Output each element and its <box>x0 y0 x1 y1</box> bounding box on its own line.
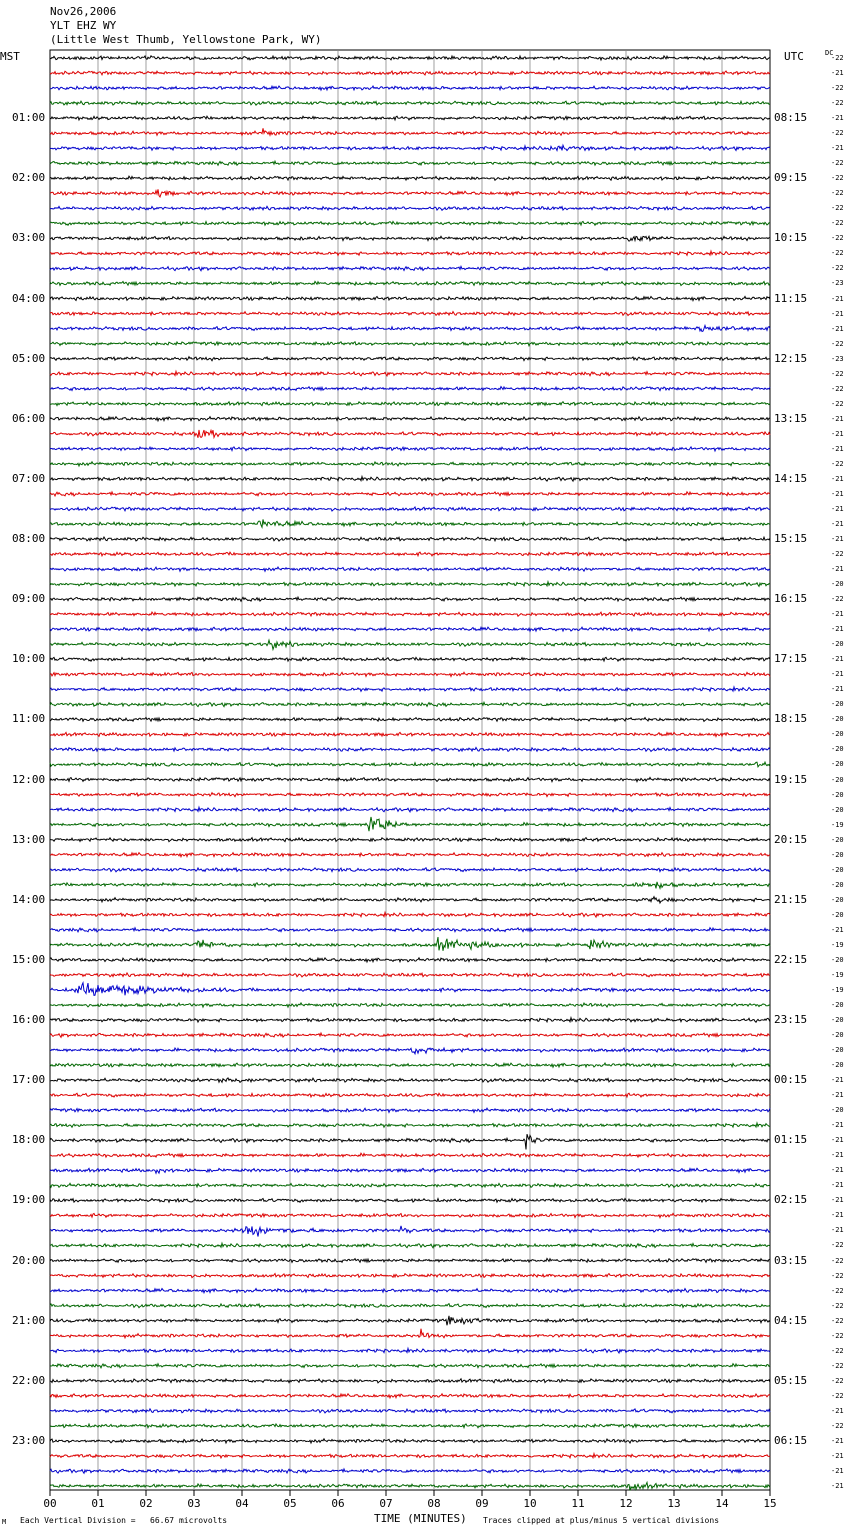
trace-line <box>50 1033 770 1037</box>
left-hour-label: 11:00 <box>12 712 46 726</box>
trace-line <box>50 1379 770 1383</box>
dc-offset-value: -21 <box>831 489 844 498</box>
dc-offset-value: -21 <box>831 294 844 303</box>
trace-line <box>50 1329 770 1338</box>
right-hour-label: 08:15 <box>774 111 808 125</box>
dc-offset-value: -22 <box>831 219 844 228</box>
dc-offset-value: -20 <box>831 730 844 739</box>
right-hour-label: 10:15 <box>774 231 808 245</box>
dc-offset-value: -22 <box>831 1391 844 1400</box>
left-hour-label: 14:00 <box>12 892 46 906</box>
trace-line <box>50 357 770 361</box>
left-hour-label: 23:00 <box>12 1433 46 1447</box>
trace-line <box>50 913 770 918</box>
x-tick-label: 12 <box>619 1497 633 1510</box>
dc-offset-value: -22 <box>831 234 844 243</box>
x-tick-label: 02 <box>139 1497 153 1510</box>
right-hour-label: 03:15 <box>774 1253 808 1267</box>
dc-offset-value: -22 <box>831 339 844 348</box>
trace-line <box>50 687 770 691</box>
trace-line <box>50 627 770 631</box>
left-hour-label: 15:00 <box>12 952 46 966</box>
trace-line <box>50 101 770 105</box>
right-hour-label: 22:15 <box>774 952 808 966</box>
trace-line <box>50 266 770 270</box>
dc-label: DC <box>825 49 834 57</box>
trace-line <box>50 807 770 812</box>
dc-offset-value: -20 <box>831 775 844 784</box>
dc-offset-value: -22 <box>831 1346 844 1355</box>
dc-offset-value: -22 <box>831 189 844 198</box>
right-hour-label: 09:15 <box>774 171 808 185</box>
trace-line <box>50 462 770 466</box>
trace-line <box>50 838 770 842</box>
trace-line <box>50 402 770 406</box>
trace-line <box>50 640 770 649</box>
dc-offset-value: -21 <box>831 429 844 438</box>
dc-offset-value: -21 <box>831 1091 844 1100</box>
trace-line <box>50 251 770 255</box>
dc-offset-value: -22 <box>831 369 844 378</box>
dc-offset-value: -21 <box>831 69 844 78</box>
trace-line <box>50 221 770 225</box>
trace-line <box>50 116 770 120</box>
trace-line <box>50 176 770 180</box>
trace-line <box>50 1093 770 1097</box>
trace-line <box>50 477 770 482</box>
dc-offset-value: -20 <box>831 805 844 814</box>
dc-offset-value: -20 <box>831 955 844 964</box>
dc-offset-value: -21 <box>831 1451 844 1460</box>
trace-line <box>50 1454 770 1458</box>
left-hour-label: 07:00 <box>12 471 46 485</box>
x-tick-label: 10 <box>523 1497 537 1510</box>
dc-offset-value: -21 <box>831 1466 844 1475</box>
x-axis-title: TIME (MINUTES) <box>374 1512 467 1525</box>
left-hour-label: 05:00 <box>12 351 46 365</box>
trace-line <box>50 1183 770 1187</box>
trace-line <box>50 1003 770 1007</box>
dc-offset-value: -21 <box>831 1166 844 1175</box>
right-hour-label: 01:15 <box>774 1133 808 1147</box>
trace-line <box>50 1226 770 1237</box>
trace-line <box>50 1153 770 1157</box>
dc-offset-value: -22 <box>831 1241 844 1250</box>
left-hour-label: 01:00 <box>12 111 46 125</box>
trace-line <box>50 1394 770 1398</box>
left-hour-label: 06:00 <box>12 411 46 425</box>
trace-line <box>50 236 770 241</box>
trace-line <box>50 1213 770 1217</box>
left-hour-label: 21:00 <box>12 1313 46 1327</box>
dc-offset-value: -20 <box>831 1061 844 1070</box>
dc-offset-value: -21 <box>831 1211 844 1220</box>
trace-line <box>50 492 770 496</box>
dc-offset-value: -20 <box>831 745 844 754</box>
trace-line <box>50 537 770 541</box>
station-code: YLT EHZ WY <box>50 19 117 32</box>
x-tick-label: 13 <box>667 1497 681 1510</box>
dc-offset-value: -21 <box>831 1136 844 1145</box>
dc-offset-value: -21 <box>831 519 844 528</box>
trace-line <box>50 1274 770 1278</box>
dc-offset-value: -22 <box>831 1256 844 1265</box>
x-tick-label: 15 <box>763 1497 777 1510</box>
dc-offset-value: -21 <box>831 1196 844 1205</box>
dc-offset-value: -20 <box>831 1016 844 1025</box>
trace-line <box>50 1063 770 1067</box>
dc-offset-value: -22 <box>831 384 844 393</box>
x-tick-label: 14 <box>715 1497 729 1510</box>
trace-line <box>50 1048 770 1054</box>
right-hour-label: 16:15 <box>774 592 808 606</box>
trace-line <box>50 1364 770 1368</box>
trace-line <box>50 1134 770 1149</box>
trace-line <box>50 732 770 736</box>
trace-line <box>50 1168 770 1173</box>
trace-line <box>50 973 770 977</box>
dc-offset-value: -22 <box>831 459 844 468</box>
dc-offset-value: -20 <box>831 835 844 844</box>
trace-line <box>50 793 770 797</box>
dc-offset-value: -21 <box>831 1151 844 1160</box>
trace-line <box>50 1304 770 1308</box>
trace-line <box>50 552 770 556</box>
x-tick-label: 03 <box>187 1497 201 1510</box>
trace-line <box>50 983 770 996</box>
trace-line <box>50 1482 770 1490</box>
dc-offset-value: -21 <box>831 1076 844 1085</box>
trace-line <box>50 325 770 331</box>
left-timezone-label: MST <box>0 50 20 63</box>
left-hour-label: 12:00 <box>12 772 46 786</box>
right-hour-label: 15:15 <box>774 532 808 545</box>
trace-line <box>50 507 770 511</box>
left-hour-label: 03:00 <box>12 231 46 245</box>
right-timezone-label: UTC <box>784 50 804 63</box>
trace-line <box>50 71 770 75</box>
dc-offset-value: -22 <box>831 1421 844 1430</box>
trace-line <box>50 1424 770 1428</box>
dc-offset-value: -20 <box>831 1031 844 1040</box>
x-tick-label: 01 <box>91 1497 105 1510</box>
dc-offset-value: -22 <box>831 1361 844 1370</box>
dc-offset-value: -21 <box>831 1436 844 1445</box>
dc-offset-value: -22 <box>831 99 844 108</box>
right-hour-label: 18:15 <box>774 712 808 726</box>
dc-offset-value: -20 <box>831 1106 844 1115</box>
trace-line <box>50 717 770 721</box>
dc-offset-value: -21 <box>831 610 844 619</box>
record-date: Nov26,2006 <box>50 5 117 18</box>
dc-offset-value: -21 <box>831 655 844 664</box>
trace-line <box>50 1243 770 1248</box>
trace-line <box>50 296 770 300</box>
right-hour-label: 12:15 <box>774 351 808 365</box>
left-hour-label: 13:00 <box>12 832 46 846</box>
x-tick-label: 04 <box>235 1497 249 1510</box>
trace-line <box>50 762 770 767</box>
dc-offset-value: -21 <box>831 324 844 333</box>
trace-line <box>50 387 770 391</box>
right-hour-label: 04:15 <box>774 1313 808 1327</box>
dc-offset-value: -22 <box>831 1286 844 1295</box>
trace-line <box>50 1289 770 1293</box>
trace-line <box>50 672 770 676</box>
dc-offset-value: -20 <box>831 760 844 769</box>
x-tick-label: 00 <box>43 1497 57 1510</box>
dc-offset-value: -20 <box>831 790 844 799</box>
corner-mark: M <box>2 1518 7 1526</box>
right-hour-label: 00:15 <box>774 1073 808 1087</box>
right-hour-label: 17:15 <box>774 652 808 666</box>
left-hour-label: 22:00 <box>12 1373 46 1387</box>
left-hour-label: 10:00 <box>12 652 46 666</box>
trace-line <box>50 868 770 872</box>
right-hour-label: 06:15 <box>774 1433 808 1447</box>
trace-line <box>50 882 770 889</box>
trace-line <box>50 937 770 951</box>
dc-offset-value: -20 <box>831 1000 844 1009</box>
dc-offset-value: -21 <box>831 504 844 513</box>
trace-line <box>50 161 770 165</box>
dc-offset-value: -23 <box>831 354 844 363</box>
dc-offset-value: -22 <box>831 595 844 604</box>
trace-line <box>50 582 770 587</box>
trace-line <box>50 1123 770 1127</box>
dc-offset-value: -21 <box>831 414 844 423</box>
trace-line <box>50 56 770 60</box>
trace-line <box>50 1258 770 1262</box>
trace-line <box>50 371 770 376</box>
dc-offset-value: -21 <box>831 535 844 543</box>
trace-line <box>50 1018 770 1022</box>
left-hour-label: 16:00 <box>12 1013 46 1027</box>
dc-offset-value: -23 <box>831 279 844 288</box>
trace-line <box>50 417 770 421</box>
trace-line <box>50 189 770 197</box>
dc-offset-value: -21 <box>831 925 844 934</box>
dc-offset-value: -21 <box>831 444 844 453</box>
dc-offset-value: -21 <box>831 625 844 634</box>
trace-line <box>50 747 770 751</box>
trace-line <box>50 342 770 346</box>
right-hour-label: 11:15 <box>774 291 808 305</box>
dc-offset-value: -22 <box>831 174 844 183</box>
dc-offset-value: -21 <box>831 1181 844 1190</box>
right-hour-label: 21:15 <box>774 892 808 906</box>
trace-line <box>50 1108 770 1112</box>
dc-offset-value: -20 <box>831 895 844 904</box>
trace-line <box>50 777 770 781</box>
right-hour-label: 05:15 <box>774 1373 808 1387</box>
left-hour-label: 04:00 <box>12 291 46 305</box>
dc-offset-value: -21 <box>831 670 844 679</box>
trace-line <box>50 430 770 438</box>
right-hour-label: 23:15 <box>774 1013 808 1027</box>
trace-line <box>50 1078 770 1082</box>
dc-offset-value: -20 <box>831 880 844 889</box>
dc-offset-value: -21 <box>831 685 844 694</box>
dc-offset-value: -22 <box>831 54 844 62</box>
left-hour-label: 02:00 <box>12 171 46 185</box>
dc-offset-value: -22 <box>831 1301 844 1310</box>
x-tick-label: 05 <box>283 1497 297 1510</box>
x-tick-label: 08 <box>427 1497 441 1510</box>
trace-line <box>50 817 770 831</box>
dc-offset-value: -19 <box>831 970 844 979</box>
dc-offset-value: -22 <box>831 159 844 168</box>
dc-offset-value: -22 <box>831 399 844 408</box>
dc-offset-value: -21 <box>831 309 844 318</box>
dc-offset-value: -21 <box>831 114 844 123</box>
dc-offset-value: -21 <box>831 1406 844 1415</box>
dc-offset-value: -21 <box>831 1482 844 1490</box>
dc-offset-value: -22 <box>831 249 844 258</box>
trace-line <box>50 1409 770 1413</box>
x-tick-label: 06 <box>331 1497 345 1510</box>
trace-line <box>50 1199 770 1203</box>
trace-line <box>50 853 770 857</box>
right-hour-label: 13:15 <box>774 411 808 425</box>
trace-line <box>50 657 770 661</box>
dc-offset-value: -22 <box>831 264 844 273</box>
trace-line <box>50 86 770 90</box>
dc-offset-value: -21 <box>831 144 844 153</box>
dc-offset-value: -20 <box>831 700 844 709</box>
x-tick-label: 11 <box>571 1497 585 1510</box>
left-hour-label: 17:00 <box>12 1073 46 1087</box>
dc-offset-value: -21 <box>831 1121 844 1130</box>
scale-note: Each Vertical Division = 66.67 microvolts <box>20 1516 228 1525</box>
trace-line <box>50 206 770 210</box>
station-location: (Little West Thumb, Yellowstone Park, WY) <box>50 33 322 46</box>
trace-line <box>50 145 770 150</box>
dc-offset-value: -20 <box>831 850 844 859</box>
dc-offset-value: -20 <box>831 910 844 919</box>
dc-offset-value: -22 <box>831 1271 844 1280</box>
trace-line <box>50 128 770 135</box>
x-tick-label: 09 <box>475 1497 489 1510</box>
dc-offset-value: -21 <box>831 474 844 483</box>
dc-offset-value: -22 <box>831 204 844 213</box>
dc-offset-value: -20 <box>831 580 844 589</box>
dc-offset-value: -20 <box>831 1046 844 1055</box>
x-tick-label: 07 <box>379 1497 393 1510</box>
trace-line <box>50 897 770 903</box>
left-hour-label: 20:00 <box>12 1253 46 1267</box>
trace-line <box>50 928 770 932</box>
trace-line <box>50 312 770 316</box>
dc-offset-value: -22 <box>831 550 844 559</box>
trace-line <box>50 1469 770 1473</box>
trace-line <box>50 281 770 285</box>
trace-line <box>50 958 770 962</box>
trace-line <box>50 519 770 527</box>
trace-line <box>50 567 770 571</box>
right-hour-label: 02:15 <box>774 1193 808 1207</box>
left-hour-label: 19:00 <box>12 1193 46 1207</box>
dc-offset-value: -22 <box>831 1376 844 1385</box>
dc-offset-value: -21 <box>831 1226 844 1235</box>
dc-offset-value: -22 <box>831 84 844 93</box>
dc-offset-value: -19 <box>831 985 844 994</box>
dc-offset-value: -20 <box>831 865 844 874</box>
dc-offset-value: -20 <box>831 640 844 649</box>
trace-line <box>50 702 770 706</box>
trace-line <box>50 447 770 451</box>
clip-note: Traces clipped at plus/minus 5 vertical divisions <box>483 1516 720 1525</box>
left-hour-label: 18:00 <box>12 1133 46 1147</box>
dc-offset-value: -22 <box>831 1316 844 1325</box>
left-hour-label: 08:00 <box>12 532 46 545</box>
left-hour-label: 09:00 <box>12 592 46 606</box>
trace-line <box>50 1439 770 1443</box>
trace-line <box>50 597 770 601</box>
trace-line <box>50 1316 770 1326</box>
trace-line <box>50 612 770 616</box>
dc-offset-value: -19 <box>831 820 844 829</box>
dc-offset-value: -21 <box>831 565 844 574</box>
right-hour-label: 14:15 <box>774 471 808 485</box>
dc-offset-value: -19 <box>831 940 844 949</box>
dc-offset-value: -22 <box>831 1331 844 1340</box>
right-hour-label: 20:15 <box>774 832 808 846</box>
right-hour-label: 19:15 <box>774 772 808 786</box>
dc-offset-value: -20 <box>831 715 844 724</box>
trace-line <box>50 1348 770 1353</box>
dc-offset-value: -22 <box>831 129 844 138</box>
